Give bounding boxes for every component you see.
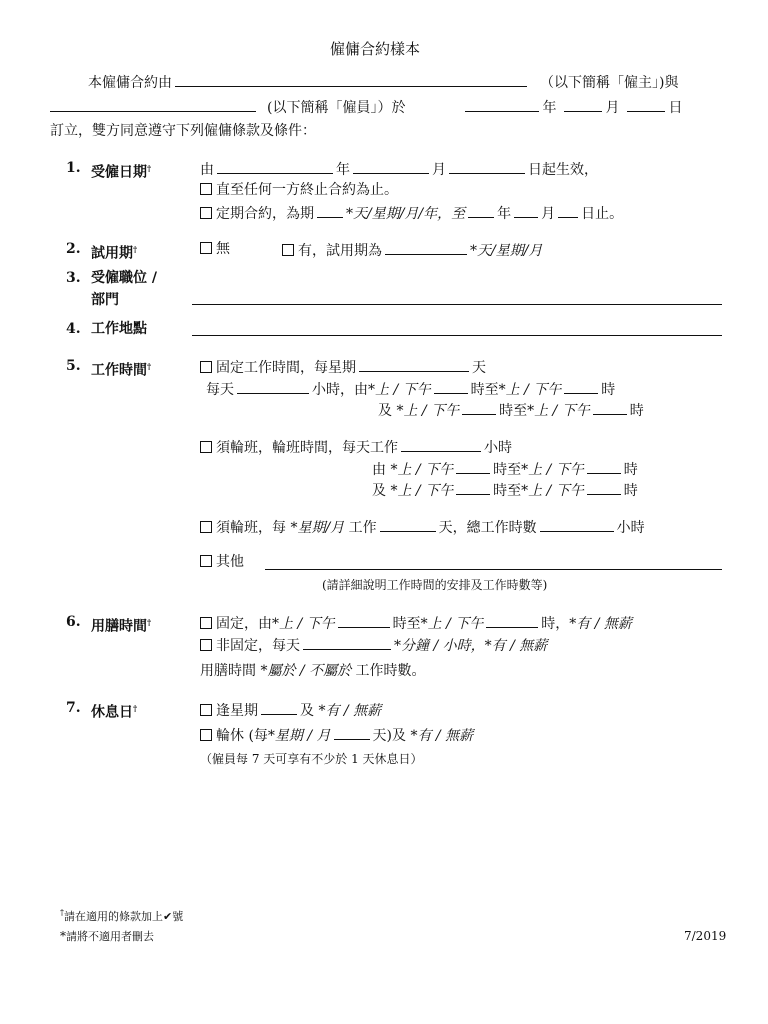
start-year-blank[interactable]	[217, 159, 333, 174]
checkbox[interactable]	[200, 183, 212, 195]
section-1-number: 1.	[66, 160, 81, 176]
start-month-blank[interactable]	[353, 159, 429, 174]
intro-line-2: (以下簡稱「僱員」）於 年 月 日	[50, 97, 682, 117]
checkbox[interactable]	[200, 207, 212, 219]
checkbox[interactable]	[200, 521, 212, 533]
section-5-label: 工作時間†	[91, 361, 152, 379]
date-year-blank[interactable]	[465, 97, 539, 112]
time-blank[interactable]	[593, 400, 627, 415]
fixed-hours-time-1: 每天 小時，由*上 / 下午 時至*上 / 下午 時	[206, 379, 615, 399]
rotating-rest-option[interactable]: 輪休 (每*星期 / 月 天)及 *有 / 無薪	[200, 725, 473, 745]
section-7-label: 休息日†	[91, 703, 138, 721]
checkbox[interactable]	[200, 361, 212, 373]
checkbox[interactable]	[200, 555, 212, 567]
intro-line-3: 訂立，雙方同意遵守下列僱傭條款及條件：	[50, 123, 316, 139]
section-1-label: 受僱日期†	[91, 163, 152, 181]
section-2-number: 2.	[66, 241, 81, 257]
term-length-blank[interactable]	[317, 203, 343, 218]
checkbox[interactable]	[200, 729, 212, 741]
end-day-blank[interactable]	[558, 203, 578, 218]
meal-duration-blank[interactable]	[303, 635, 391, 650]
intro-line-1: 本僱傭合約由 （以下簡稱「僱主」)與	[88, 72, 678, 92]
weekly-rest-option[interactable]: 逢星期 及 *有 / 無薪	[200, 700, 381, 720]
shift-days-blank[interactable]	[380, 517, 436, 532]
hours-per-day-blank[interactable]	[237, 379, 309, 394]
fixed-meal-option[interactable]: 固定，由*上 / 下午 時至*上 / 下午 時，*有 / 無薪	[200, 613, 632, 633]
shift-hours-blank[interactable]	[401, 437, 481, 452]
time-blank[interactable]	[338, 613, 390, 628]
section-4-label: 工作地點	[91, 321, 147, 337]
time-blank[interactable]	[564, 379, 598, 394]
fixed-hours-option[interactable]: 固定工作時間，每星期 天	[200, 357, 486, 377]
section-2-label: 試用期†	[91, 244, 138, 262]
rest-days-blank[interactable]	[334, 725, 370, 740]
start-day-blank[interactable]	[449, 159, 525, 174]
end-month-blank[interactable]	[514, 203, 538, 218]
date-day-blank[interactable]	[627, 97, 665, 112]
rest-day-note: （僱員每 7 天可享有不少於 1 天休息日）	[200, 752, 423, 766]
section-3-label-a: 受僱職位 /	[91, 270, 157, 286]
version-label: 7/2019	[684, 929, 727, 943]
other-hours-option[interactable]: 其他	[200, 553, 244, 571]
employment-start-date: 由 年 月 日起生效，	[200, 159, 598, 179]
shift-time-2: 及 *上 / 下午 時至*上 / 下午 時	[372, 480, 638, 500]
footnote-delete: *請將不適用者刪去	[60, 929, 154, 943]
time-blank[interactable]	[587, 480, 621, 495]
total-hours-blank[interactable]	[540, 517, 614, 532]
time-blank[interactable]	[434, 379, 468, 394]
flexible-meal-option[interactable]: 非固定，每天 *分鐘 / 小時，*有 / 無薪	[200, 635, 547, 655]
other-hours-blank[interactable]	[265, 569, 722, 570]
checkbox[interactable]	[200, 242, 212, 254]
section-3-number: 3.	[66, 270, 81, 286]
checkbox[interactable]	[200, 617, 212, 629]
shift-option[interactable]: 須輪班，輪班時間，每天工作 小時	[200, 437, 512, 457]
position-department-blank[interactable]	[192, 304, 722, 305]
checkbox[interactable]	[200, 639, 212, 651]
section-6-number: 6.	[66, 614, 81, 630]
time-blank[interactable]	[462, 400, 496, 415]
other-hours-note: (請詳細說明工作時間的安排及工作時數等)	[322, 578, 548, 592]
probation-yes-option[interactable]: 有，試用期為 *天/星期/月	[282, 240, 542, 260]
date-month-blank[interactable]	[564, 97, 602, 112]
shift-total-option[interactable]: 須輪班，每 *星期/月 工作 天，總工作時數 小時	[200, 517, 645, 537]
option-continuous-contract[interactable]: 直至任何一方終止合約為止。	[200, 181, 398, 199]
checkbox[interactable]	[200, 704, 212, 716]
checkbox[interactable]	[282, 244, 294, 256]
footnote-checkmark: †請在適用的條款加上✔號	[60, 908, 184, 923]
days-per-week-blank[interactable]	[359, 357, 469, 372]
section-5-number: 5.	[66, 358, 81, 374]
section-7-number: 7.	[66, 700, 81, 716]
workplace-blank[interactable]	[192, 335, 722, 336]
fixed-hours-time-2: 及 *上 / 下午 時至*上 / 下午 時	[378, 400, 644, 420]
meal-hours-note: 用膳時間 *屬於 / 不屬於 工作時數。	[200, 663, 426, 679]
section-3-label-b: 部門	[91, 292, 119, 308]
probation-length-blank[interactable]	[385, 240, 467, 255]
time-blank[interactable]	[486, 613, 538, 628]
section-6-label: 用膳時間†	[91, 617, 152, 635]
option-fixed-term-contract[interactable]: 定期合約，為期 *天/星期/月/年，至 年 月 日止。	[200, 203, 623, 223]
employer-name-blank[interactable]	[175, 72, 527, 87]
section-4-number: 4.	[66, 321, 81, 337]
shift-time-1: 由 *上 / 下午 時至*上 / 下午 時	[372, 459, 638, 479]
page-title: 僱傭合約樣本	[330, 40, 421, 58]
end-year-blank[interactable]	[468, 203, 494, 218]
employee-name-blank[interactable]	[50, 97, 256, 112]
probation-none-option[interactable]: 無	[200, 240, 230, 258]
time-blank[interactable]	[456, 459, 490, 474]
checkbox[interactable]	[200, 441, 212, 453]
rest-weekday-blank[interactable]	[261, 700, 297, 715]
time-blank[interactable]	[587, 459, 621, 474]
time-blank[interactable]	[456, 480, 490, 495]
